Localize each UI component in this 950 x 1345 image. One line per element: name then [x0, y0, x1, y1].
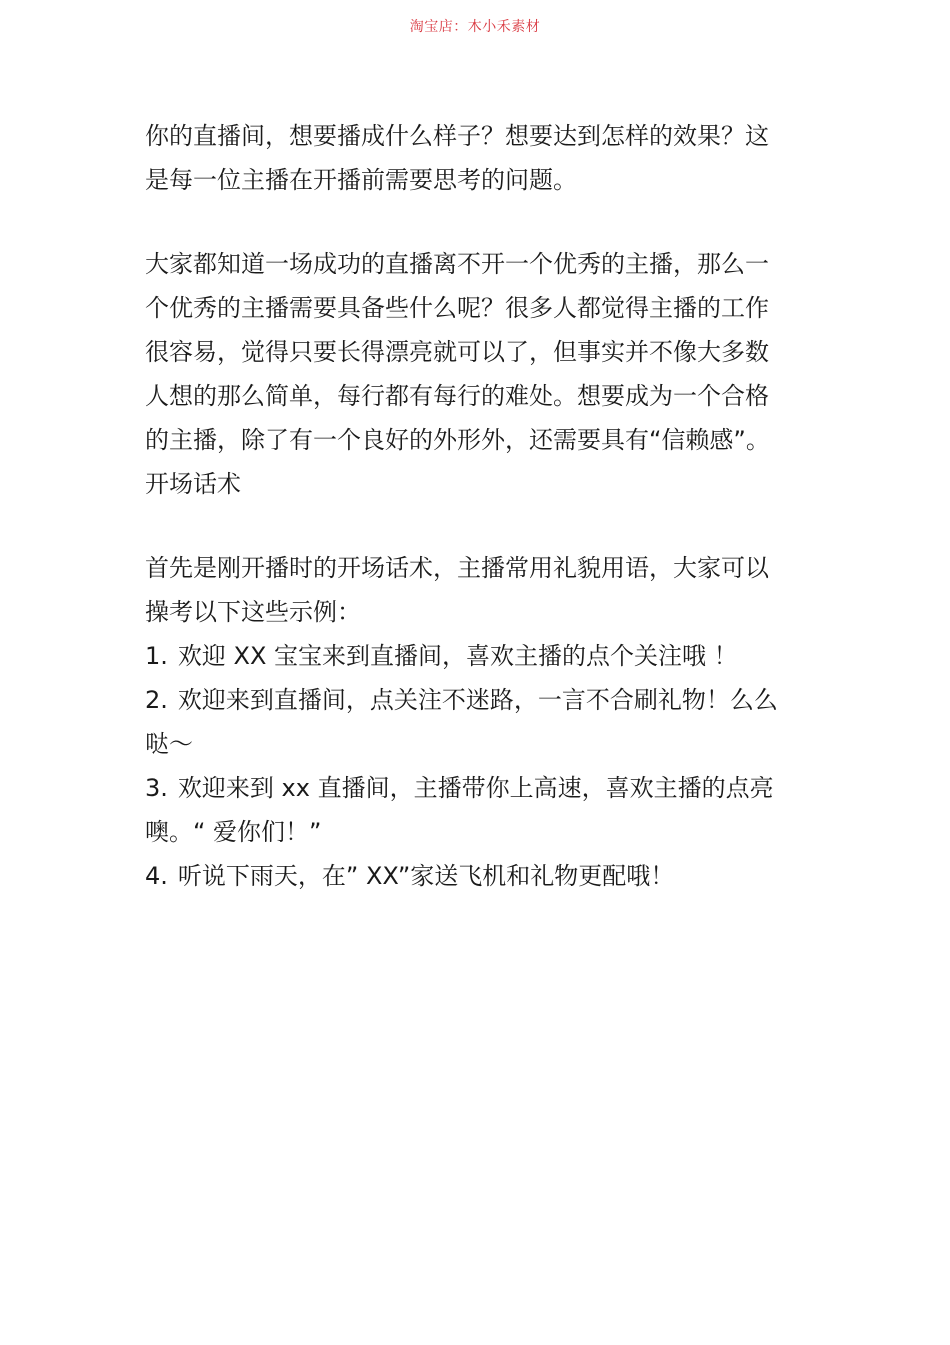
list-item-number: 2.: [145, 686, 168, 714]
list-item-number: 4.: [145, 862, 168, 890]
list-item-text: 欢迎 XX 宝宝来到直播间，喜欢主播的点个关注哦 ！: [177, 642, 738, 670]
body-paragraph: 大家都知道一场成功的直播离不开一个优秀的主播，那么一个优秀的主播需要具备些什么呢？很多人都觉得主播的工作很容易，觉得只要长得漂亮就可以了，但事实并不像大多数人想的那么简单，每行都有每行的难处。想要成为一个合格的主播，除了有一个良好的外形外，还需要具有“信赖感”。: [145, 250, 770, 454]
list-item-number: 1.: [145, 642, 168, 670]
list-item-text: 欢迎来到直播间，点关注不迷路，一言不合刷礼物！么么哒～: [145, 686, 778, 758]
article-body: [145, 114, 785, 898]
list-item: [145, 854, 785, 898]
list-item-text: 听说下雨天，在” XX”家送飞机和礼物更配哦！: [177, 862, 675, 890]
section-intro: 首先是刚开播时的开场话术，主播常用礼貌用语，大家可以操考以下这些示例：: [145, 554, 769, 626]
list-item: [145, 678, 785, 766]
shop-header: 淘宝店：木小禾素材: [409, 19, 541, 35]
intro-paragraph: 你的直播间，想要播成什么样子？想要达到怎样的效果？这是每一位主播在开播前需要思考的问题。: [145, 122, 769, 194]
list-item-text: 欢迎来到 xx 直播间，主播带你上高速，喜欢主播的点亮噢。“ 爱你们！”: [145, 774, 774, 846]
list-item: [145, 766, 785, 854]
section-title: 开场话术: [145, 470, 241, 498]
example-list: [145, 634, 785, 898]
list-item: [145, 634, 785, 678]
list-item-number: 3.: [145, 774, 168, 802]
